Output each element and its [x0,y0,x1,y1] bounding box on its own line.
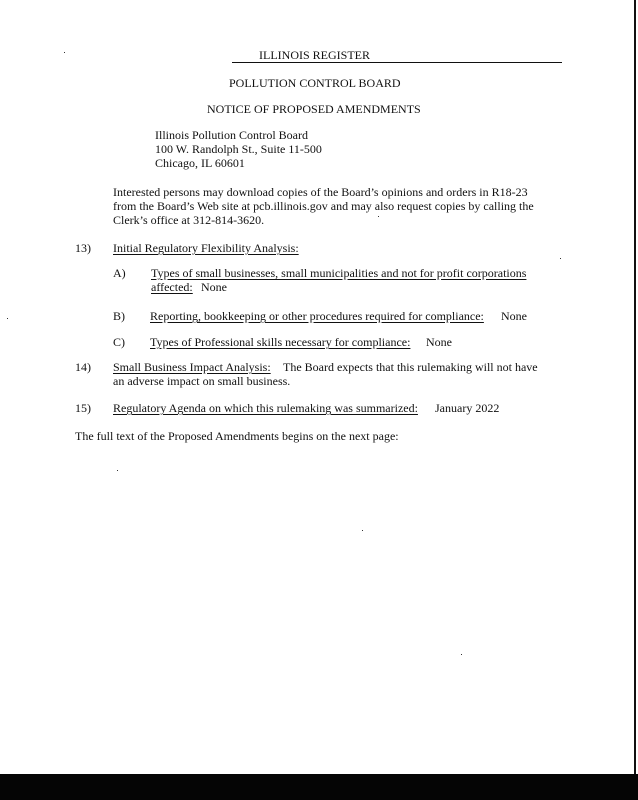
address-line-1: Illinois Pollution Control Board [155,128,309,142]
address-line-3: Chicago, IL 60601 [155,156,245,170]
section-15-number: 15) [75,401,91,415]
scan-speck [64,52,65,53]
section-14-title: Small Business Impact Analysis: [113,360,271,374]
scan-speck [461,654,462,655]
item-a-label: affected: [151,280,193,294]
item-c-letter: C) [113,335,125,349]
item-c-value: None [426,335,452,349]
scan-speck [7,318,8,319]
address-line-2: 100 W. Randolph St., Suite 11-500 [155,142,322,156]
scan-bottom-edge [0,774,638,800]
item-a-value: None [201,280,227,294]
item-b-value: None [501,309,527,323]
item-c-label: Types of Professional skills necessary for compliance: [150,335,411,349]
closing-sentence: The full text of the Proposed Amendments begins on the next page: [75,429,399,443]
interested-line-1: Interested persons may download copies of the Board’s opinions and orders in R18-23 [113,185,528,199]
section-14-text-2: an adverse impact on small business. [113,374,291,388]
interested-line-3: Clerk’s office at 312-814-3620. [113,213,265,227]
section-14-number: 14) [75,360,91,374]
item-b-label: Reporting, bookkeeping or other procedures required for compliance: [150,309,484,323]
scan-speck [378,216,379,217]
item-a-line-1: Types of small businesses, small municipalities and not for profit corporations [151,266,527,280]
scan-speck [362,530,363,531]
item-a-letter: A) [113,266,126,280]
section-14-text-1: The Board expects that this rulemaking will not have [283,360,538,374]
section-13-number: 13) [75,241,91,255]
item-b-letter: B) [113,309,125,323]
notice-title: NOTICE OF PROPOSED AMENDMENTS [207,102,421,116]
agency-title: POLLUTION CONTROL BOARD [229,76,401,90]
interested-line-2: from the Board’s Web site at pcb.illinois.gov and may also request copies by calling the [113,199,534,213]
scan-right-edge [634,0,636,775]
register-title: ILLINOIS REGISTER [259,48,370,62]
scan-speck [560,258,561,259]
header-rule [232,62,562,63]
section-15-value: January 2022 [435,401,500,415]
scan-speck [117,470,118,471]
section-13-title: Initial Regulatory Flexibility Analysis: [113,241,299,255]
section-15-label: Regulatory Agenda on which this rulemaking was summarized: [113,401,418,415]
